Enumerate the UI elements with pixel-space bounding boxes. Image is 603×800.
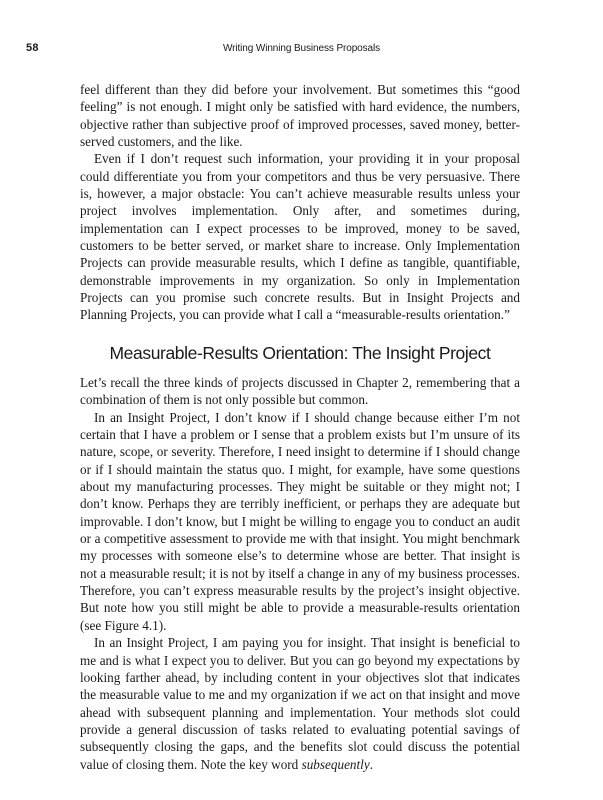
paragraph: In an Insight Project, I don’t know if I should change because either I’m not certain that I have a problem or I sense that a problem exists but I’m unsure of its nature, scope, or severity. Therefore, I need insight to determine if I should change or if I should maintain the status quo. I might, for example, have some questions about my manufacturing processes. They might be suitable or they might not; I don’t know. Perhaps they are terribly inefficient, or perhaps they are adequate but improvable. I don’t know, but I might be willing to engage you to conduct an audit or a competitive assessment to provide me with that insight. You might benchmark my processes with someone else’s to determine whose are better. That insight is not a measurable result; it is not by itself a change in any of my business processes. Therefore, you can’t express measurable results by the project’s insight objective. But note how you still might be able to provide a measurable-results orientation (see Figure 4.1).: [80, 409, 520, 633]
paragraph-final: [80, 634, 520, 773]
running-head: [0, 38, 603, 60]
final-period: .: [369, 756, 373, 772]
body-text-bottom: [80, 374, 520, 773]
paragraph: Let’s recall the three kinds of projects discussed in Chapter 2, remembering that a combination of them is not only possible but common.: [80, 375, 520, 408]
paragraph-continued: feel different than they did before your involvement. But sometimes this “good feeling” is not enough. I might only be satisfied with hard evidence, the numbers, objective rather than subjective proof of improved processes, saved money, better-served customers, and the like.: [80, 82, 520, 150]
emphasis-word: subsequently: [301, 756, 370, 772]
body-text-top: [80, 81, 520, 324]
paragraph: Even if I don’t request such information, your providing it in your proposal could differentiate you from your competitors and thus be very persuasive. There is, however, a major obstacle: You can’t achieve measurable results unless your project involves implementation. Only after, and sometimes during, implementation can I expect processes to be improved, money to be saved, customers to be better served, or market share to increase. Only Implementation Projects can provide measurable results, which I define as tangible, quantifiable, demonstrable improvements in my organization. So only in Implementation Projects can you promise such concrete results. But in Insight Projects and Planning Projects, you can provide what I call a “measurable-results orientation.”: [80, 151, 520, 323]
paragraph-text: In an Insight Project, I am paying you for insight. That insight is beneficial to me and is what I expect you to deliver. But you can go beyond my expectations by looking farther ahead, by including content in your objectives slot that indicates the measurable value to me and my organization if we act on that insight and move ahead with subsequent planning and implementation. Your methods slot could provide a general discussion of tasks related to evaluating potential savings of subsequently closing the gaps, and the benefits slot could discuss the potential value of closing them. Note the key word: [80, 635, 520, 772]
page-number: 58: [26, 42, 39, 54]
section-heading: Measurable-Results Orientation: The Insight Project: [109, 343, 491, 363]
running-title: Writing Winning Business Proposals: [222, 43, 381, 54]
